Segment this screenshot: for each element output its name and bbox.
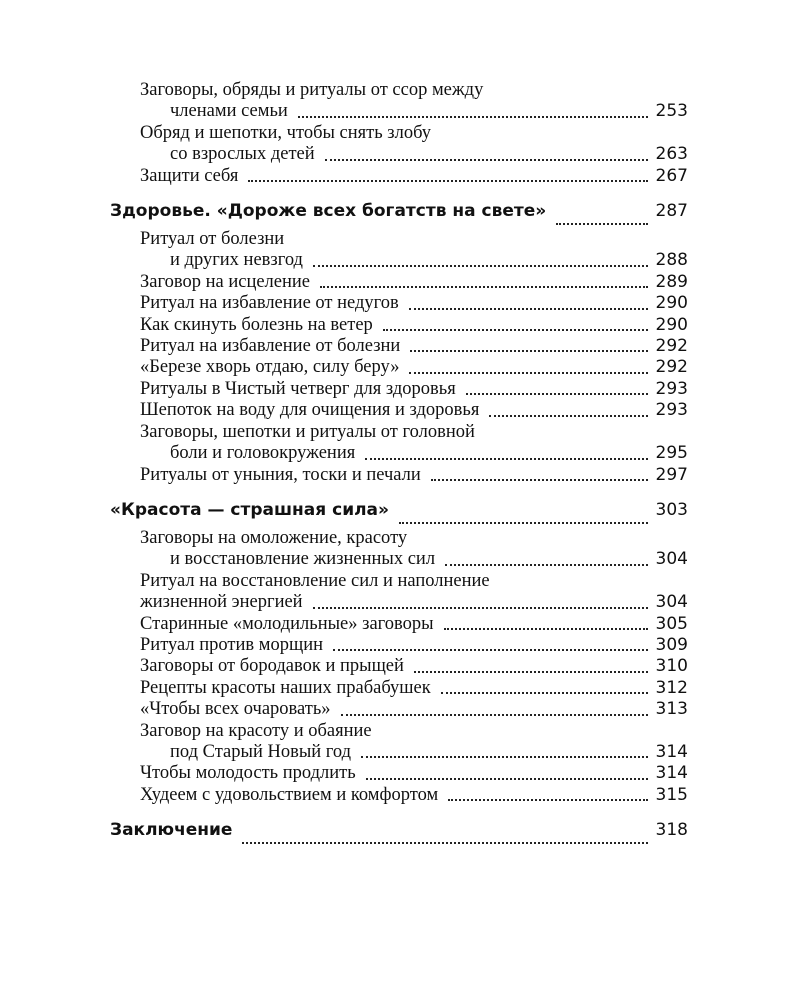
page-number: 304 [655,549,688,570]
page-number: 295 [655,443,688,464]
page-number: 290 [655,293,688,314]
entry-title-line1: Ритуал на восстановление сил и наполнение [140,570,490,591]
toc-entry[interactable] [110,678,688,699]
page-number: 314 [655,763,688,784]
entry-title: «Березе хворь отдаю, силу беру» [140,357,400,378]
toc-entry[interactable] [110,379,688,400]
dot-leader [444,628,648,630]
dot-leader [466,393,648,395]
dot-leader [409,372,647,374]
dot-leader [410,350,647,352]
entry-title: Ритуал против морщин [140,634,324,655]
dot-leader [366,778,648,780]
toc-entry[interactable] [110,465,688,486]
section-heading[interactable] [110,820,688,848]
entry-title: Старинные «молодильные» заговоры [140,613,434,634]
entry-title: Худеем с удовольствием и комфортом [140,784,439,805]
toc-entry[interactable] [110,229,688,272]
section-heading[interactable] [110,500,688,528]
entry-title-line2: и восстановление жизненных сил [170,549,436,570]
page-number: 253 [655,101,688,122]
entry-title-line1: Заговоры на омоложение, красоту [140,527,408,548]
dot-leader [489,415,647,417]
entry-title: Как скинуть болезнь на ветер [140,314,373,335]
entry-title-tail [140,592,688,613]
page-number: 263 [655,144,688,165]
page-number: 312 [655,677,688,698]
dot-leader [298,116,648,118]
page-number: 287 [655,201,688,222]
entry-title: «Чтобы всех очаровать» [140,699,331,720]
entry-title: Чтобы молодость продлить [140,763,356,784]
dot-leader [365,458,647,460]
dot-leader [341,714,648,716]
dot-leader [448,799,647,801]
toc-section [110,820,688,848]
entry-title-tail [140,250,688,271]
page-number: 293 [655,400,688,421]
entry-title: Ритуал на избавление от болезни [140,336,401,357]
toc-entry[interactable] [110,357,688,378]
page-number: 289 [655,271,688,292]
dot-leader [325,159,648,161]
dot-leader [431,479,648,481]
toc-entry[interactable] [110,80,688,123]
entry-title: Шепоток на воду для очищения и здоровья [140,400,480,421]
toc-entry[interactable] [110,656,688,677]
dot-leader [556,223,647,225]
entry-title-tail [140,144,688,165]
entry-title-line2: со взрослых детей [170,144,315,165]
section-title: Здоровье. «Дороже всех богатств на свете» [110,201,547,222]
section-title: «Красота — страшная сила» [110,499,390,520]
dot-leader [313,607,648,609]
page-number: 297 [655,464,688,485]
entry-title-line1: Заговоры, обряды и ритуалы от ссор между [140,80,484,100]
toc-section [110,80,688,187]
toc-entry[interactable] [110,763,688,784]
dot-leader [248,180,647,182]
entry-title-line2: и других невзгод [170,250,303,271]
entry-title-tail [140,101,688,122]
toc-entry[interactable] [110,699,688,720]
entry-title-tail [140,742,688,763]
page-number: 318 [655,820,688,841]
dot-leader [399,522,648,524]
entry-title: Ритуалы в Чистый четверг для здоровья [140,378,456,399]
toc-entry[interactable] [110,635,688,656]
dot-leader [445,564,647,566]
page-number: 315 [655,784,688,805]
table-of-contents [110,80,688,862]
page-number: 292 [655,336,688,357]
page-number: 303 [655,499,688,520]
page-number: 288 [655,250,688,271]
toc-entry[interactable] [110,166,688,187]
entry-title-line1: Обряд и шепотки, чтобы снять злобу [140,122,432,143]
page-number: 309 [655,634,688,655]
dot-leader [361,756,648,758]
entry-title: Ритуал на избавление от недугов [140,293,399,314]
entry-title-line2: членами семьи [170,101,288,122]
dot-leader [409,308,648,310]
entry-title: Защити себя [140,165,239,186]
toc-entry[interactable] [110,422,688,465]
page-number: 292 [655,357,688,378]
page-number: 293 [655,378,688,399]
page-number: 290 [655,314,688,335]
toc-entry[interactable] [110,336,688,357]
toc-entry[interactable] [110,614,688,635]
entry-title-line2: под Старый Новый год [170,741,352,762]
toc-section [110,201,688,486]
entry-title-tail [140,443,688,464]
section-title: Заключение [110,820,233,841]
entry-title-line1: Ритуал от болезни [140,229,285,250]
toc-entry[interactable] [110,123,688,166]
toc-section [110,500,688,806]
entry-title-line1: Заговор на красоту и обаяние [140,720,372,741]
toc-entry[interactable] [110,293,688,314]
dot-leader [414,671,648,673]
entry-title-line2: жизненной энергией [140,592,303,613]
dot-leader [320,286,648,288]
dot-leader [313,265,648,267]
dot-leader [242,842,647,844]
page-number: 314 [655,741,688,762]
page-number: 267 [655,165,688,186]
dot-leader [441,692,648,694]
toc-entry[interactable] [110,785,688,806]
dot-leader [383,329,648,331]
page-number: 304 [655,592,688,613]
entry-title-tail [140,549,688,570]
entry-title: Заговор на исцеление [140,271,311,292]
entry-title: Рецепты красоты наших прабабушек [140,677,431,698]
page-number: 310 [655,656,688,677]
section-heading[interactable] [110,201,688,229]
entry-title: Ритуалы от уныния, тоски и печали [140,464,421,485]
page-number: 313 [655,699,688,720]
toc-entry[interactable] [110,315,688,336]
entry-title-line1: Заговоры, шепотки и ритуалы от головной [140,421,475,442]
entry-title: Заговоры от бородавок и прыщей [140,656,404,677]
dot-leader [333,649,648,651]
toc-entry[interactable] [110,400,688,421]
page-number: 305 [655,613,688,634]
toc-entry[interactable] [110,272,688,293]
toc-entry[interactable] [110,528,688,571]
toc-entry[interactable] [110,721,688,764]
entry-title-line2: боли и головокружения [170,443,356,464]
toc-entry[interactable] [110,571,688,614]
